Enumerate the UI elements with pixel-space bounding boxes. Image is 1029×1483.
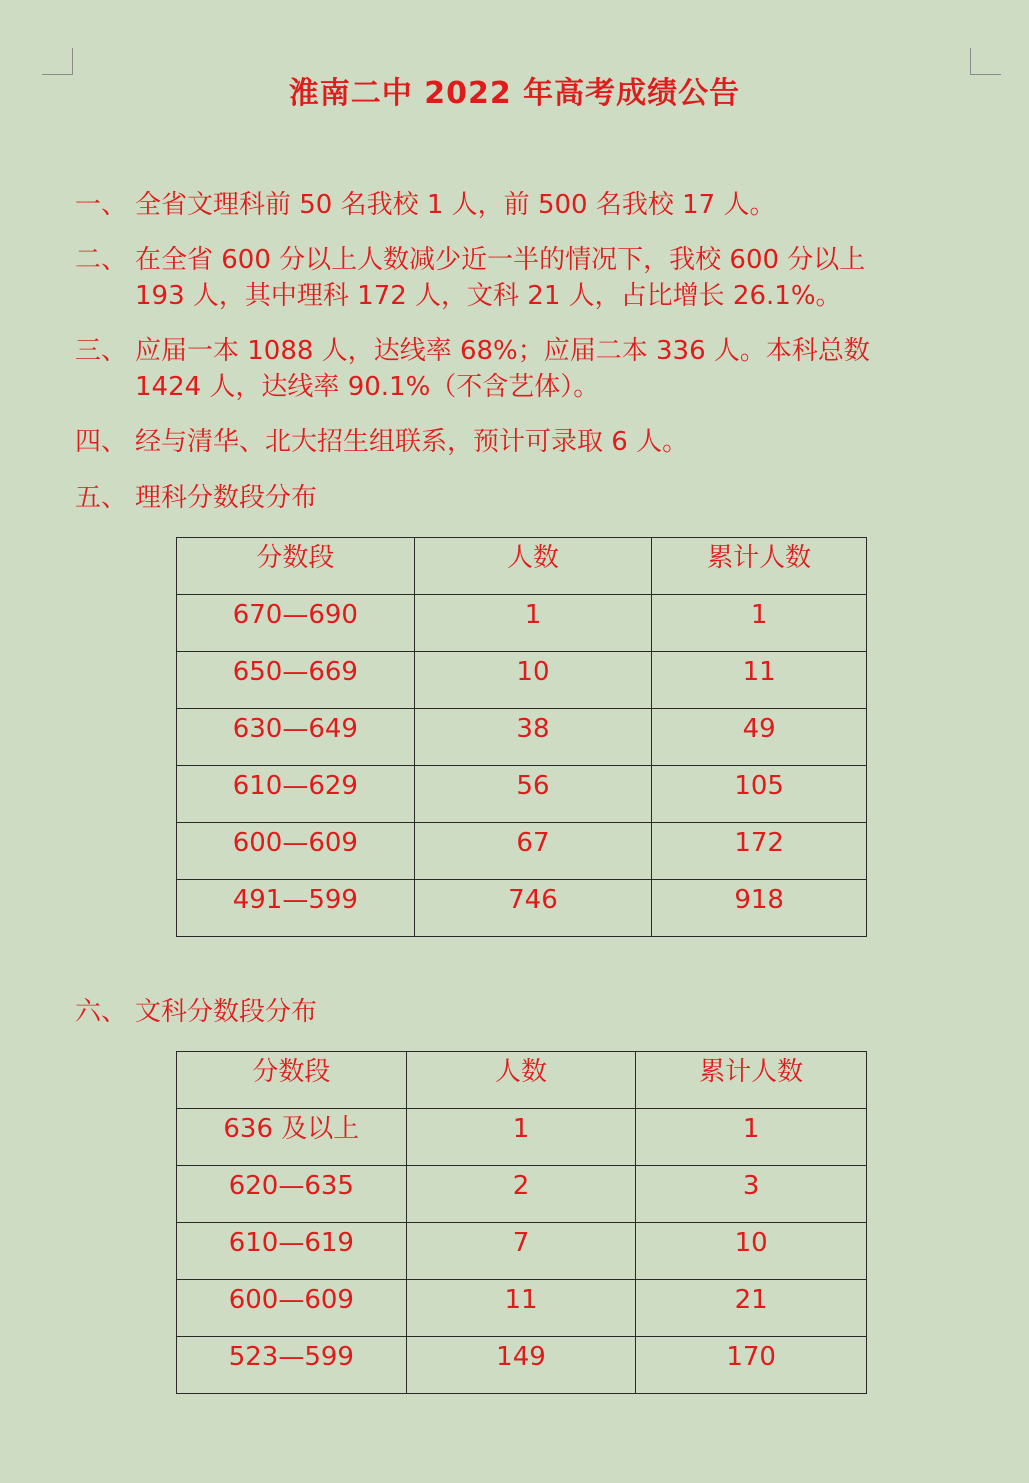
table-cell: 56 <box>414 766 652 823</box>
table-cell: 10 <box>636 1223 867 1280</box>
table-row <box>177 1337 867 1394</box>
table-cell: 636 及以上 <box>177 1109 407 1166</box>
science-heading-text: 理科分数段分布 <box>135 483 318 513</box>
arts-header-cell: 累计人数 <box>636 1052 867 1109</box>
table-cell: 170 <box>636 1337 867 1394</box>
arts-header-cell: 分数段 <box>177 1052 407 1109</box>
item-3-number: 三、 <box>75 336 128 366</box>
item-2-number: 二、 <box>75 245 128 275</box>
arts-score-table <box>176 1051 867 1394</box>
item-3-text: 应届一本 1088 人，达线率 68%；应届二本 336 人。本科总数 <box>135 336 870 366</box>
table-row <box>177 652 867 709</box>
table-cell: 600—609 <box>177 1280 407 1337</box>
table-cell: 11 <box>652 652 867 709</box>
table-cell: 670—690 <box>177 595 415 652</box>
table-cell: 11 <box>406 1280 636 1337</box>
science-header-cell: 人数 <box>414 538 652 595</box>
science-header-cell: 分数段 <box>177 538 415 595</box>
item-2-text: 在全省 600 分以上人数减少近一半的情况下，我校 600 分以上 <box>135 245 866 275</box>
table-cell: 491—599 <box>177 880 415 937</box>
table-cell: 610—629 <box>177 766 415 823</box>
item-3 <box>75 333 975 405</box>
table-cell: 1 <box>414 595 652 652</box>
table-cell: 149 <box>406 1337 636 1394</box>
table-cell: 600—609 <box>177 823 415 880</box>
table-cell: 38 <box>414 709 652 766</box>
item-1 <box>75 187 975 223</box>
table-row <box>177 880 867 937</box>
table-row <box>177 1166 867 1223</box>
table-row <box>177 823 867 880</box>
arts-header-cell: 人数 <box>406 1052 636 1109</box>
table-cell: 630—649 <box>177 709 415 766</box>
table-cell: 3 <box>636 1166 867 1223</box>
table-cell: 918 <box>652 880 867 937</box>
table-cell: 49 <box>652 709 867 766</box>
arts-heading-text: 文科分数段分布 <box>135 997 318 1027</box>
item-4 <box>75 424 975 460</box>
arts-header-row <box>177 1052 867 1109</box>
science-header-cell: 累计人数 <box>652 538 867 595</box>
table-row <box>177 1223 867 1280</box>
table-cell: 650—669 <box>177 652 415 709</box>
science-heading-number: 五、 <box>75 483 128 513</box>
table-cell: 67 <box>414 823 652 880</box>
table-cell: 1 <box>652 595 867 652</box>
table-cell: 523—599 <box>177 1337 407 1394</box>
item-1-number: 一、 <box>75 190 128 220</box>
table-row <box>177 1280 867 1337</box>
table-cell: 21 <box>636 1280 867 1337</box>
table-cell: 7 <box>406 1223 636 1280</box>
table-cell: 610—619 <box>177 1223 407 1280</box>
table-cell: 172 <box>652 823 867 880</box>
table-cell: 1 <box>406 1109 636 1166</box>
table-row <box>177 1109 867 1166</box>
science-score-table <box>176 537 867 937</box>
table-cell: 746 <box>414 880 652 937</box>
item-4-text: 经与清华、北大招生组联系，预计可录取 6 人。 <box>135 427 689 457</box>
arts-heading-number: 六、 <box>75 997 128 1027</box>
item-2 <box>75 242 975 314</box>
table-row <box>177 595 867 652</box>
item-2-continuation: 193 人，其中理科 172 人，文科 21 人，占比增长 26.1%。 <box>135 281 842 311</box>
item-4-number: 四、 <box>75 427 128 457</box>
science-section-heading <box>75 480 975 516</box>
table-row <box>177 709 867 766</box>
science-header-row <box>177 538 867 595</box>
table-cell: 105 <box>652 766 867 823</box>
page-title: 淮南二中 2022 年高考成绩公告 <box>288 76 741 111</box>
table-cell: 10 <box>414 652 652 709</box>
item-3-continuation: 1424 人，达线率 90.1%（不含艺体）。 <box>135 372 600 402</box>
table-cell: 1 <box>636 1109 867 1166</box>
table-row <box>177 766 867 823</box>
table-cell: 620—635 <box>177 1166 407 1223</box>
arts-section-heading <box>75 994 975 1030</box>
item-1-text: 全省文理科前 50 名我校 1 人，前 500 名我校 17 人。 <box>135 190 776 220</box>
table-cell: 2 <box>406 1166 636 1223</box>
